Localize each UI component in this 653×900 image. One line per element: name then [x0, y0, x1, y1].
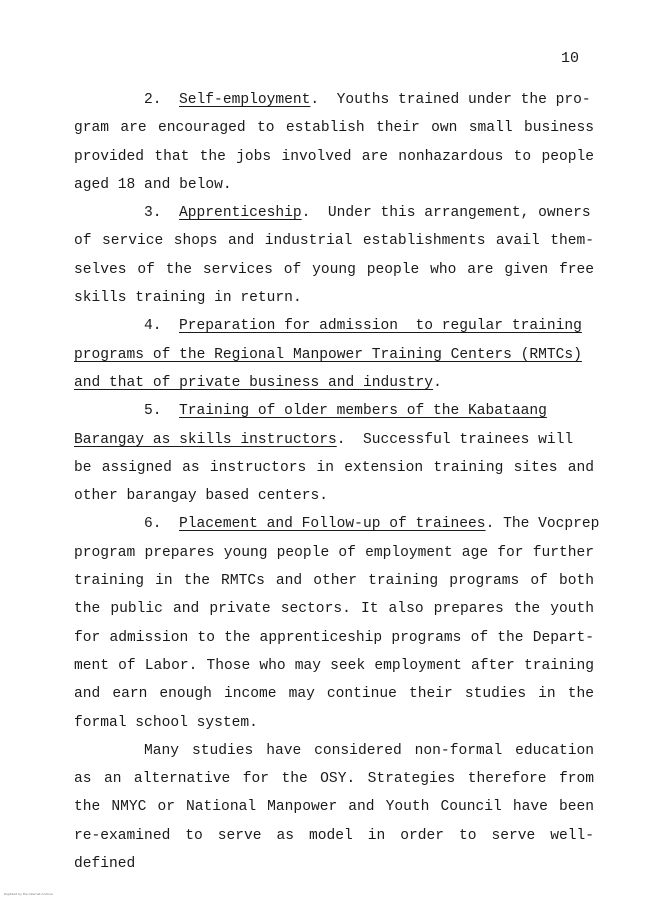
item-6-line-1: 6. Placement and Follow-up of trainees. The Vocprep	[144, 516, 600, 533]
item-number: 3.	[144, 205, 180, 222]
text-line: be assigned as instructors in extension training sites and	[74, 459, 594, 476]
item-heading: Placement and Follow-up of trainees	[179, 516, 486, 533]
item-number: 5.	[144, 403, 180, 420]
text-line: training in the RMTCs and other training programs of both	[74, 573, 594, 590]
text-line: other barangay based centers.	[74, 488, 328, 505]
text-line: gram are encouraged to establish their own small business	[74, 120, 594, 137]
item-2-line-1: 2. Self-employment. Youths trained under the pro-	[144, 92, 591, 108]
text-line: provided that the jobs involved are nonhazardous to people	[74, 148, 594, 165]
item-number: 2.	[144, 92, 180, 108]
text-line: aged 18 and below.	[74, 176, 232, 193]
item-3-line-1: 3. Apprenticeship. Under this arrangement, owners	[144, 205, 591, 222]
text-line: programs of the Regional Manpower Training Centers (RMTCs)	[74, 346, 582, 363]
body-text	[74, 86, 600, 873]
item-heading: Preparation for admission to regular training	[179, 318, 582, 335]
item-heading: Apprenticeship	[179, 205, 302, 222]
text-line: formal school system.	[74, 714, 258, 731]
text-line: as an alternative for the OSY. Strategies therefore from	[74, 771, 594, 788]
text-line: the NMYC or National Manpower and Youth Council have been	[74, 799, 594, 816]
text-line: the public and private sectors. It also prepares the youth	[74, 601, 594, 618]
item-heading: Training of older members of the Kabataang	[179, 403, 547, 420]
text-line: ment of Labor. Those who may seek employment after training	[74, 657, 594, 674]
item-heading: Self-employment	[179, 92, 311, 108]
item-5-line-1	[74, 397, 594, 425]
text-line: for admission to the apprenticeship programs of the Depart-	[74, 629, 594, 646]
text-line: program prepares young people of employment age for further	[74, 544, 594, 561]
item-4-line-1	[74, 312, 594, 340]
text-line: selves of the services of young people who are given free	[74, 261, 594, 278]
page-number: 10	[561, 50, 580, 67]
text-line: of service shops and industrial establishments avail them-	[74, 233, 594, 250]
item-number: 6.	[144, 516, 180, 533]
paragraph-first-line: Many studies have considered non-formal education	[144, 742, 594, 759]
text-line: and that of private business and industry.	[74, 374, 442, 391]
text-line: and earn enough income may continue their studies in the	[74, 686, 594, 703]
scan-footer-mark: Digitized by the Internet Archive	[4, 892, 53, 896]
text-line: skills training in return.	[74, 290, 302, 307]
text-line: Barangay as skills instructors. Successful trainees will	[74, 431, 574, 448]
text-line: re-examined to serve as model in order to serve well-defined	[74, 827, 594, 873]
item-number: 4.	[144, 318, 180, 335]
